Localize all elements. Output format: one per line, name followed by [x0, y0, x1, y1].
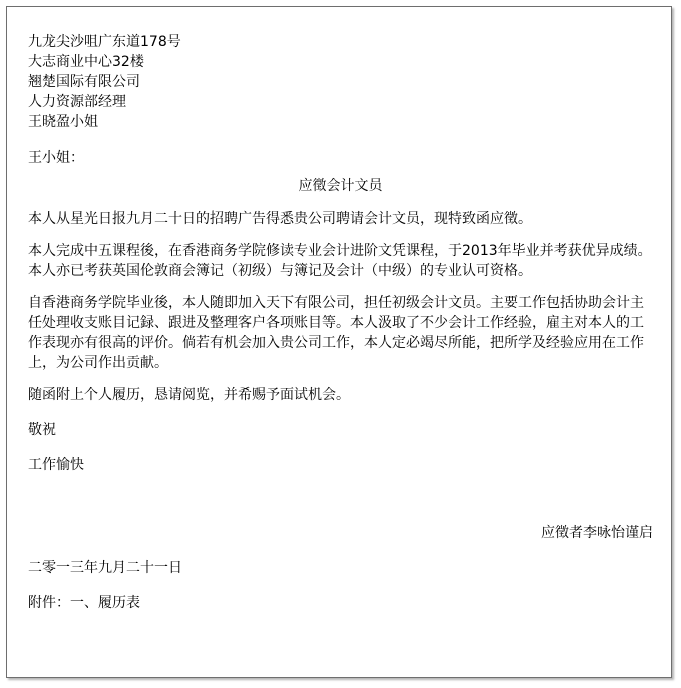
enclosure: 附件：一、履历表 [28, 595, 140, 611]
letter-date: 二零一三年九月二十一日 [28, 560, 182, 576]
letter-content [28, 32, 653, 613]
paragraph-experience: 自香港商务学院毕业後，本人随即加入天下有限公司，担任初级会计文员。主要工作包括协助会计主任处理收支账目记録、跟进及整理客户各项账目等。本人汲取了不少会计工作经验，雇主对本人的工作表现亦有很高的评价。倘若有机会加入贵公司工作，本人定必竭尽所能，把所学及经验应用在工作上，为公司作出贡献。 [28, 295, 644, 371]
address-line-street: 九龙尖沙咀广东道178号 [28, 34, 181, 50]
address-line-recipient: 王晓盈小姐 [28, 114, 98, 130]
address-line-department: 人力资源部经理 [28, 94, 126, 110]
letter-subject: 应徵会计文员 [298, 178, 383, 194]
closing-wish: 敬祝 [28, 422, 56, 438]
signer: 应徵者李咏怡谨启 [541, 525, 653, 541]
letter-frame [6, 6, 672, 678]
paragraph-request: 随函附上个人履历，恳请阅览，并希赐予面试机会。 [28, 387, 350, 403]
address-line-company: 翘楚国际有限公司 [28, 74, 140, 90]
closing-line: 工作愉快 [28, 457, 84, 473]
recipient-address [28, 32, 653, 132]
paragraph-intro: 本人从星光日报九月二十日的招聘广告得悉贵公司聘请会计文员，现特致函应徵。 [28, 211, 532, 227]
paragraph-education: 本人完成中五课程後，在香港商务学院修读专业会计进阶文凭课程，于2013年毕业并考获优异成绩。本人亦已考获英国伦敦商会簿记（初级）与簿记及会计（中级）的专业认可资格。 [28, 243, 652, 279]
salutation: 王小姐： [28, 150, 84, 166]
address-line-building: 大志商业中心32楼 [28, 54, 144, 70]
